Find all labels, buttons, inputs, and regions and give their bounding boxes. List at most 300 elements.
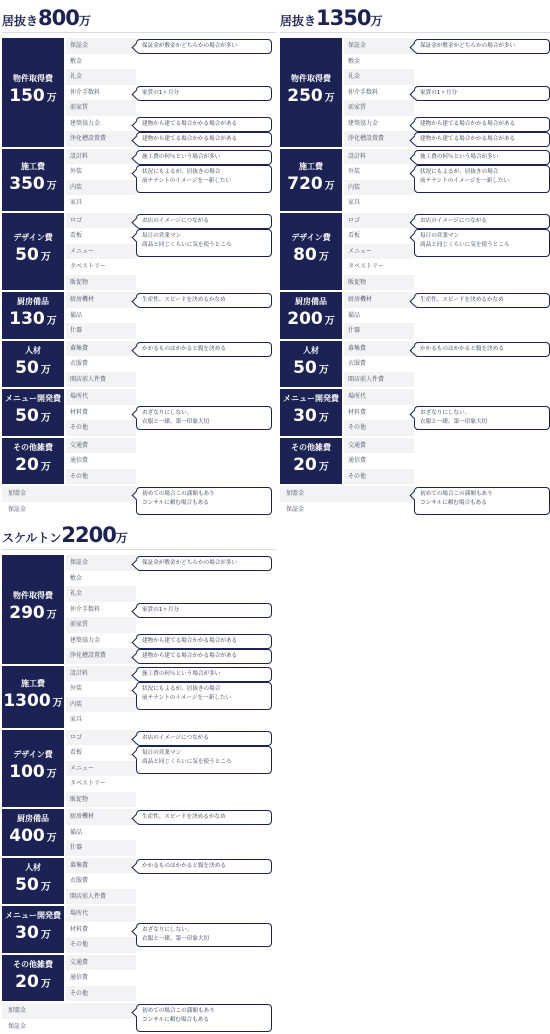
plan-body [2, 555, 276, 1034]
category-amount-unit: 万 [47, 181, 57, 192]
plan-title-unit: 万 [370, 14, 382, 28]
category-amount-unit: 万 [41, 979, 51, 990]
note-text: 生産性、スピードを決めるかなめ [142, 296, 266, 305]
item-list [66, 955, 276, 1002]
note-callout [136, 132, 272, 147]
note-text: 前テナントのイメージを一新したい [142, 694, 266, 703]
cost-item: その他 [66, 420, 136, 436]
category-label [2, 292, 64, 339]
note-callout [136, 165, 272, 193]
cost-item: 内装 [66, 697, 136, 713]
category-name: その他雑費 [291, 442, 331, 453]
plan-title [280, 6, 550, 30]
note-text: かかるものはかかると腹を決める [142, 862, 266, 871]
category-amount-unit: 万 [47, 769, 57, 780]
cost-item: 設計料 [66, 149, 136, 165]
note-text: 施工費の何％という場合が多い [420, 153, 544, 162]
category-amount-value: 80 [293, 245, 317, 265]
cost-item: 募集費 [66, 341, 136, 357]
category-amount-unit: 万 [319, 365, 329, 376]
note-callout [136, 634, 272, 649]
cost-group [2, 438, 276, 485]
cost-item: 前家賃 [344, 100, 414, 116]
cost-item: 衣服費 [66, 873, 136, 889]
note-text: コンサルに頼む場合もある [420, 499, 544, 508]
cost-item: 保証金 [66, 38, 136, 54]
category-label [280, 438, 342, 485]
category-label [2, 858, 64, 905]
category-label [2, 341, 64, 388]
category-label [2, 38, 64, 147]
cost-item: 家具 [66, 712, 136, 728]
category-label [2, 906, 64, 953]
category-amount-value: 400 [9, 826, 45, 846]
category-name: デザイン費 [13, 749, 52, 760]
category-amount [15, 243, 51, 270]
note-callout [136, 487, 272, 515]
cost-item: 材料費 [66, 922, 136, 938]
item-list [344, 438, 550, 485]
cost-item: ロゴ [66, 213, 136, 229]
cost-item: 外装 [66, 164, 136, 180]
category-label [2, 666, 64, 728]
category-amount [15, 873, 51, 900]
note-text: 前テナントのイメージを一新したい [420, 177, 544, 186]
category-label [2, 213, 64, 291]
category-amount [9, 824, 57, 851]
note-text: 生産性、スピードを決めるかなめ [420, 296, 544, 305]
note-callout [136, 342, 272, 357]
cost-item: 交通費 [66, 955, 136, 971]
category-amount-value: 30 [293, 406, 317, 426]
category-amount-value: 130 [9, 309, 45, 329]
extra-fee-item: 加盟金 [2, 486, 136, 502]
category-amount-unit: 万 [325, 316, 335, 327]
plan-title-amount: 1350 [316, 6, 370, 30]
category-label [2, 389, 64, 436]
cost-item: 敷金 [66, 54, 136, 70]
note-text: 建物から建てる場合かかる場合がある [142, 135, 266, 144]
category-name: 人材 [25, 862, 41, 873]
note-text: 初めての場合この満額もあり [142, 1007, 266, 1016]
category-amount-unit: 万 [41, 462, 51, 473]
plan-title-prefix: 居抜き [2, 14, 38, 28]
cost-item: メニュー [66, 761, 136, 777]
note-callout [414, 214, 550, 229]
category-amount [15, 921, 51, 948]
category-amount-value: 720 [287, 174, 323, 194]
extra-fee-item: 加盟金 [280, 486, 414, 502]
category-amount-value: 30 [15, 923, 39, 943]
category-name: 物件取得費 [13, 73, 53, 84]
cost-item: 看板 [66, 745, 136, 761]
note-text: コンサルに頼む場合もある [142, 1016, 266, 1025]
note-callout [136, 39, 272, 54]
cost-item: タペストリー [344, 259, 414, 275]
category-amount [15, 970, 51, 997]
cost-group [280, 438, 550, 485]
category-label [280, 292, 342, 339]
cost-item: 家具 [344, 195, 414, 211]
note-text: 状況にもよるが、居抜きの場合 [142, 685, 266, 694]
category-name: 人材 [303, 345, 319, 356]
category-name: 厨房備品 [17, 813, 49, 824]
item-list [66, 438, 276, 485]
category-amount [9, 84, 57, 111]
cost-item: 前家賃 [66, 100, 136, 116]
note-callout [414, 117, 550, 132]
plan-title-prefix: スケルトン [2, 531, 61, 545]
cost-item: 募集費 [344, 341, 414, 357]
cost-item: 通信費 [344, 453, 414, 469]
cost-item: 什器 [66, 323, 136, 339]
category-amount-unit: 万 [319, 252, 329, 263]
note-callout [136, 746, 272, 774]
cost-item: その他 [344, 420, 414, 436]
note-text: 建物から建てる場合かかる場合がある [142, 120, 266, 129]
cost-item: 什器 [344, 323, 414, 339]
note-callout [136, 556, 272, 571]
cost-item: 通信費 [66, 970, 136, 986]
cost-item: 厨房機材 [66, 292, 136, 308]
cost-item: 設計料 [344, 149, 414, 165]
cost-item: 建築協力金 [344, 116, 414, 132]
note-callout [414, 293, 550, 308]
cost-item: 保証金 [66, 555, 136, 571]
category-amount [15, 404, 51, 431]
plan-title [2, 523, 276, 547]
cost-item: 浄化槽設置費 [66, 648, 136, 664]
category-amount-value: 100 [9, 762, 45, 782]
category-amount [293, 243, 329, 270]
category-label [280, 149, 342, 211]
cost-item: 敷金 [344, 54, 414, 70]
note-text: 初めての場合この満額もあり [420, 490, 544, 499]
plan-block [2, 6, 276, 517]
cost-item: 建築協力金 [66, 116, 136, 132]
category-name: 厨房備品 [17, 296, 49, 307]
cost-item: 礼金 [66, 69, 136, 85]
cost-item: 募集費 [66, 858, 136, 874]
category-amount-unit: 万 [47, 610, 57, 621]
note-text: おざなりにしない。 [420, 409, 544, 418]
extra-fee-item: 保証金 [2, 1019, 136, 1034]
category-label [2, 809, 64, 856]
category-amount-value: 1300 [3, 691, 50, 711]
category-amount-unit: 万 [41, 365, 51, 376]
plan-title-amount: 2200 [61, 523, 115, 547]
note-callout [136, 150, 272, 165]
category-amount-unit: 万 [325, 93, 335, 104]
category-name: 施工費 [21, 678, 45, 689]
category-amount-unit: 万 [41, 413, 51, 424]
category-name: 施工費 [21, 161, 45, 172]
note-text: 保証金が敷金かどちらかの場合が多い [142, 559, 266, 568]
plan-title-amount: 800 [38, 6, 79, 30]
plan-title-unit: 万 [116, 531, 128, 545]
category-label [2, 730, 64, 808]
cost-item: 外装 [66, 681, 136, 697]
category-amount-unit: 万 [47, 833, 57, 844]
category-label [280, 389, 342, 436]
cost-item: 場所代 [66, 906, 136, 922]
cost-item: 厨房機材 [344, 292, 414, 308]
category-amount-value: 50 [293, 358, 317, 378]
category-name: その他雑費 [13, 442, 53, 453]
note-text: 状況にもよるが、居抜きの場合 [142, 168, 266, 177]
note-text: かかるものはかかると腹を決める [142, 345, 266, 354]
note-text: 商品と同じくらいに気を使うところ [142, 758, 266, 767]
note-text: 施工費の何％という場合が多い [142, 670, 266, 679]
note-text: 建物から建てる場合かかる場合がある [420, 120, 544, 129]
cost-item: 看板 [66, 228, 136, 244]
category-name: その他雑費 [13, 959, 53, 970]
note-callout [414, 150, 550, 165]
category-name: 物件取得費 [13, 590, 53, 601]
note-text: コンサルに頼む場合もある [142, 499, 266, 508]
category-amount-value: 50 [15, 406, 39, 426]
extra-fee-item: 保証金 [2, 502, 136, 518]
category-amount-unit: 万 [53, 698, 63, 709]
category-name: 物件取得費 [291, 73, 331, 84]
cost-item: 交通費 [344, 438, 414, 454]
category-label [280, 38, 342, 147]
cost-item: 備品 [344, 308, 414, 324]
cost-item: 交通費 [66, 438, 136, 454]
category-amount-value: 50 [15, 245, 39, 265]
cost-item: 衣服費 [66, 356, 136, 372]
cost-item: 備品 [66, 825, 136, 841]
category-name: 人材 [25, 345, 41, 356]
note-text: 商品と同じくらいに気を使うところ [420, 241, 544, 250]
cost-item: 仲介手数料 [66, 602, 136, 618]
cost-item: 建築協力金 [66, 633, 136, 649]
plan-block [280, 6, 550, 517]
title-divider [2, 549, 276, 550]
category-amount-unit: 万 [41, 882, 51, 893]
category-name: デザイン費 [291, 232, 330, 243]
note-callout [136, 682, 272, 710]
extra-fee-item: 加盟金 [2, 1003, 136, 1019]
category-name: メニュー開発費 [283, 393, 339, 404]
note-callout [136, 229, 272, 257]
cost-item: 厨房機材 [66, 809, 136, 825]
cost-item: 家具 [66, 195, 136, 211]
note-text: 家賃の1ヶ月分 [420, 89, 544, 98]
cost-item: 備品 [66, 308, 136, 324]
title-divider [280, 32, 550, 33]
category-amount [9, 172, 57, 199]
note-text: 衣服と一緒、第一印象大切 [420, 418, 544, 427]
note-text: 生産性、スピードを決めるかなめ [142, 813, 266, 822]
cost-item: その他 [344, 469, 414, 485]
category-amount-unit: 万 [319, 413, 329, 424]
cost-item: 外装 [344, 164, 414, 180]
cost-item: その他 [66, 986, 136, 1002]
title-divider [2, 32, 276, 33]
note-callout [136, 731, 272, 746]
category-amount [287, 307, 335, 334]
note-text: おざなりにしない。 [142, 409, 266, 418]
category-amount [9, 307, 57, 334]
category-amount-value: 290 [9, 603, 45, 623]
plan-body [280, 38, 550, 517]
cost-item: メニュー [66, 244, 136, 260]
category-amount-value: 50 [15, 358, 39, 378]
category-amount-value: 20 [15, 972, 39, 992]
category-amount-unit: 万 [319, 462, 329, 473]
note-callout [136, 86, 272, 101]
category-amount-value: 250 [287, 86, 323, 106]
cost-item: 開店前人件費 [66, 889, 136, 905]
category-amount-value: 150 [9, 86, 45, 106]
note-callout [136, 859, 272, 874]
cost-item: 場所代 [344, 389, 414, 405]
note-text: 家賃の1ヶ月分 [142, 89, 266, 98]
cost-item: 開店前人件費 [66, 372, 136, 388]
cost-item: 材料費 [66, 405, 136, 421]
cost-item: タペストリー [66, 776, 136, 792]
note-text: お店のイメージにつながる [420, 217, 544, 226]
note-callout [136, 923, 272, 947]
note-callout [414, 229, 550, 257]
note-text: かかるものはかかると腹を決める [420, 345, 544, 354]
note-callout [136, 810, 272, 825]
cost-item: メニュー [344, 244, 414, 260]
cost-item: 開店前人件費 [344, 372, 414, 388]
note-text: 建物から建てる場合かかる場合がある [420, 135, 544, 144]
category-amount [293, 453, 329, 480]
cost-item: 内装 [66, 180, 136, 196]
cost-item: 販促物 [66, 275, 136, 291]
note-text: 衣服と一緒、第一印象大切 [142, 935, 266, 944]
note-text: 商品と同じくらいに気を使うところ [142, 241, 266, 250]
cost-item: 場所代 [66, 389, 136, 405]
plan-block [2, 523, 276, 1034]
note-callout [136, 667, 272, 682]
cost-item: 保証金 [344, 38, 414, 54]
note-text: 毎日の営業マン [142, 232, 266, 241]
cost-item: ロゴ [66, 730, 136, 746]
plan-title-unit: 万 [79, 14, 91, 28]
cost-item: 敷金 [66, 571, 136, 587]
note-text: 衣服と一緒、第一印象大切 [142, 418, 266, 427]
note-text: 建物から建てる場合かかる場合がある [142, 652, 266, 661]
cost-item: 礼金 [66, 586, 136, 602]
cost-item: 仲介手数料 [66, 85, 136, 101]
note-callout [136, 214, 272, 229]
cost-item: 礼金 [344, 69, 414, 85]
cost-item: 看板 [344, 228, 414, 244]
note-callout [136, 649, 272, 664]
category-amount [15, 453, 51, 480]
note-callout [136, 1004, 272, 1032]
note-text: お店のイメージにつながる [142, 734, 266, 743]
note-text: 保証金が敷金かどちらかの場合が多い [142, 42, 266, 51]
category-label [280, 341, 342, 388]
cost-item: 衣服費 [344, 356, 414, 372]
category-amount [287, 172, 335, 199]
note-text: 初めての場合この満額もあり [142, 490, 266, 499]
note-callout [136, 603, 272, 618]
category-name: メニュー開発費 [5, 910, 61, 921]
cost-item: その他 [66, 469, 136, 485]
note-text: 前テナントのイメージを一新したい [142, 177, 266, 186]
cost-item: 販促物 [66, 792, 136, 808]
note-callout [414, 165, 550, 193]
cost-item: 材料費 [344, 405, 414, 421]
cost-item: 浄化槽設置費 [66, 131, 136, 147]
category-name: メニュー開発費 [5, 393, 61, 404]
note-callout [414, 86, 550, 101]
category-name: 厨房備品 [295, 296, 327, 307]
category-amount-value: 200 [287, 309, 323, 329]
category-name: 施工費 [299, 161, 323, 172]
note-callout [136, 406, 272, 430]
note-text: 施工費の何％という場合が多い [142, 153, 266, 162]
note-text: お店のイメージにつながる [142, 217, 266, 226]
extra-fee-item: 保証金 [280, 502, 414, 518]
plan-title-prefix: 居抜き [280, 14, 316, 28]
category-name: デザイン費 [13, 232, 52, 243]
note-text: 状況にもよるが、居抜きの場合 [420, 168, 544, 177]
category-amount [15, 356, 51, 383]
category-amount-value: 50 [15, 875, 39, 895]
category-amount [3, 689, 62, 716]
note-callout [136, 293, 272, 308]
note-text: 家賃の1ヶ月分 [142, 606, 266, 615]
cost-item: 浄化槽設置費 [344, 131, 414, 147]
category-amount-unit: 万 [41, 930, 51, 941]
cost-item: 仲介手数料 [344, 85, 414, 101]
note-text: おざなりにしない。 [142, 926, 266, 935]
category-amount-value: 20 [293, 455, 317, 475]
category-label [2, 438, 64, 485]
cost-item: 前家賃 [66, 617, 136, 633]
note-callout [414, 487, 550, 515]
note-text: 建物から建てる場合かかる場合がある [142, 637, 266, 646]
cost-item: 什器 [66, 840, 136, 856]
category-amount-unit: 万 [41, 252, 51, 263]
note-callout [414, 406, 550, 430]
plan-body [2, 38, 276, 517]
cost-group [2, 955, 276, 1002]
cost-item: その他 [66, 937, 136, 953]
cost-item: 通信費 [66, 453, 136, 469]
category-amount [9, 760, 57, 787]
cost-item: 設計料 [66, 666, 136, 682]
note-callout [414, 342, 550, 357]
category-label [2, 555, 64, 664]
category-amount [293, 404, 329, 431]
note-callout [414, 132, 550, 147]
note-text: 毎日の営業マン [142, 749, 266, 758]
category-amount-value: 20 [15, 455, 39, 475]
category-amount-value: 350 [9, 174, 45, 194]
category-amount-unit: 万 [325, 181, 335, 192]
category-amount [9, 601, 57, 628]
category-amount [287, 84, 335, 111]
cost-item: 内装 [344, 180, 414, 196]
note-text: 毎日の営業マン [420, 232, 544, 241]
category-label [2, 955, 64, 1002]
category-amount [293, 356, 329, 383]
note-text: 保証金が敷金かどちらかの場合が多い [420, 42, 544, 51]
plan-title [2, 6, 276, 30]
category-amount-unit: 万 [47, 93, 57, 104]
cost-item: タペストリー [66, 259, 136, 275]
note-callout [136, 117, 272, 132]
